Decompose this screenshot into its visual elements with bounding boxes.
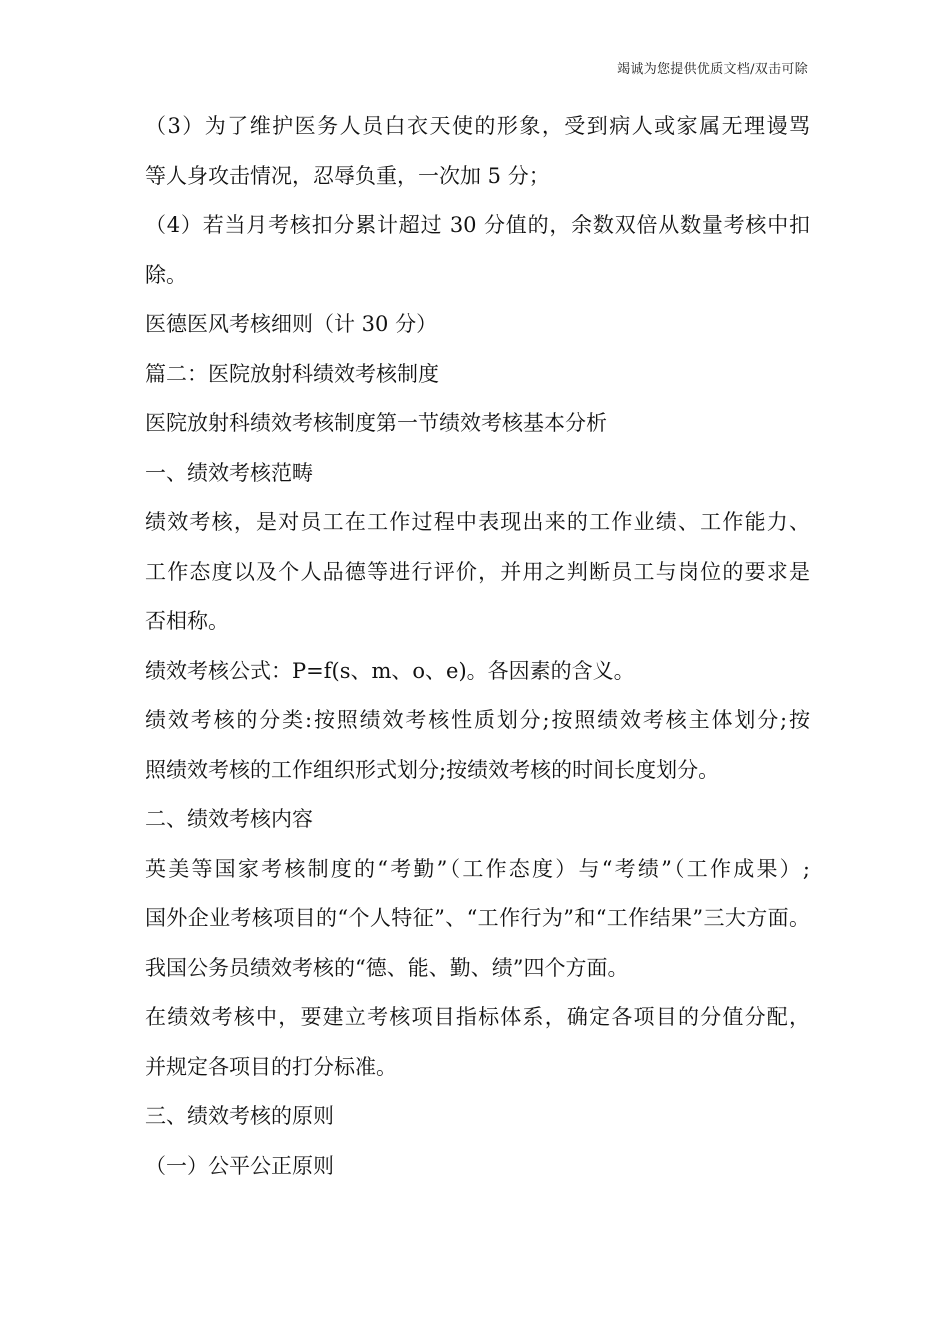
header-note: 竭诚为您提供优质文档/双击可除 xyxy=(617,62,808,77)
paragraph-line: （4）若当月考核扣分累计超过 30 分值的，余数双倍从数量考核中扣 xyxy=(145,213,810,237)
paragraph-line: 绩效考核的分类:按照绩效考核性质划分;按照绩效考核主体划分;按 xyxy=(145,708,810,732)
section-heading: （一）公平公正原则 xyxy=(145,1153,334,1178)
paragraph-line: （3）为了维护医务人员白衣天使的形象，受到病人或家属无理谩骂 xyxy=(145,114,810,138)
paragraph-line: 工作态度以及个人品德等进行评价，并用之判断员工与岗位的要求是 xyxy=(145,559,810,584)
paragraph-line: 绩效考核，是对员工在工作过程中表现出来的工作业绩、工作能力、 xyxy=(145,510,810,534)
section-heading: 医德医风考核细则（计 30 分） xyxy=(145,312,438,336)
section-heading: 医院放射科绩效考核制度第一节绩效考核基本分析 xyxy=(145,411,607,435)
paragraph-line: 在绩效考核中，要建立考核项目指标体系，确定各项目的分值分配， xyxy=(145,1005,810,1029)
paragraph-line: 照绩效考核的工作组织形式划分;按绩效考核的时间长度划分。 xyxy=(145,757,720,782)
paragraph-line: 我国公务员绩效考核的“德、能、勤、绩”四个方面。 xyxy=(145,955,629,980)
paragraph-line: 否相称。 xyxy=(145,609,229,633)
section-heading: 一、绩效考核范畴 xyxy=(145,460,313,485)
paragraph-line: 国外企业考核项目的“个人特征”、“工作行为”和“工作结果”三大方面。 xyxy=(145,906,810,930)
paragraph-line: 除。 xyxy=(145,262,187,287)
section-heading: 三、绩效考核的原则 xyxy=(145,1104,334,1128)
section-heading: 二、绩效考核内容 xyxy=(145,807,313,831)
document-body xyxy=(145,102,810,1191)
section-heading: 篇二：医院放射科绩效考核制度 xyxy=(145,361,439,386)
paragraph-line: 英美等国家考核制度的“考勤”（工作态度）与“考绩”（工作成果）; xyxy=(145,856,810,881)
paragraph-line: 等人身攻击情况，忍辱负重，一次加 5 分； xyxy=(145,163,550,188)
paragraph-line: 并规定各项目的打分标准。 xyxy=(145,1054,397,1079)
paragraph-line: 绩效考核公式：P=f(s、m、o、e)。各因素的含义。 xyxy=(145,658,635,683)
